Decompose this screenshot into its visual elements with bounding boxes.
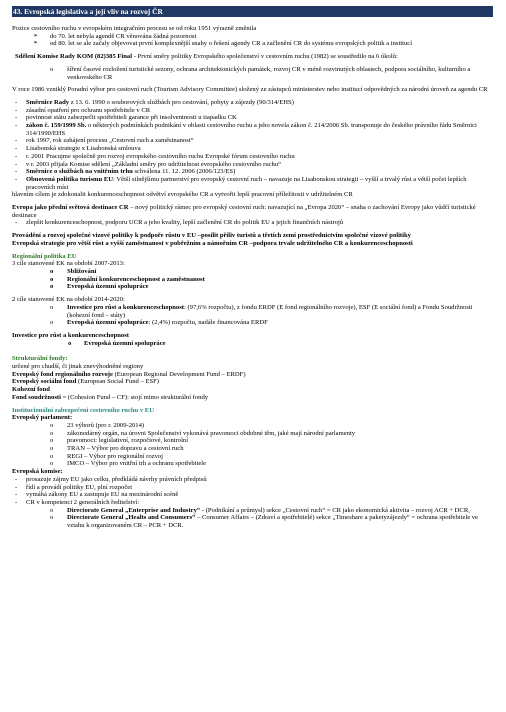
list-item — [12, 507, 496, 515]
list-item: - rok 1997, rok zahájení procesu „Cestovní ruch a zaměstnanost“ — [12, 137, 496, 145]
goals-2007-list — [12, 268, 496, 291]
regional-heading: Regionální politika EU — [12, 252, 77, 260]
item-text: z 13. 6. 1990 o souborových službách pro cestování, pobyty a zájezdy (90/314/EHS) — [69, 98, 294, 106]
item-bold: Směrnice Rady — [26, 98, 70, 106]
item-text: o některých podmínkách podnikání v oblasti cestovního ruchu a jeho novela zákon č. 214/2006 Sb. transponuje do českého právního řádu Směrnici 314/1990/EHS — [26, 122, 477, 137]
list-item: - zásadní opatření pro ochranu spotřebitele v CR — [12, 107, 496, 115]
structural-item — [12, 394, 496, 402]
list-item: o Evropská územní spolupráce — [12, 340, 496, 348]
item-bold: Kohezní fond — [12, 386, 50, 394]
kom-list — [12, 66, 496, 81]
list-item — [12, 176, 496, 191]
institutional-heading: Institucionální zabezpečení cestovního ruchu v EU — [12, 406, 154, 414]
list-item — [12, 304, 496, 319]
list-item: - prosazuje zájmy EU jako celku, předkládá návrhy právních předpisů — [12, 476, 496, 484]
visa-policy: Provádění a rozvoj společné vizové politiky k podpoře růstu v EU –posílit příliv turistů a třetích zemí prostřednictvím společné vizové politiky — [12, 232, 411, 240]
coastal-strategy: Evropská strategie pro větší růst a vyšší zaměstnanost v pobřežním a námořním CR –podpora trvale udržitelného CR a konkurenceschopnosti — [12, 239, 413, 247]
list-item: ➢ do 70. let nebyla agendě CR věnována žádná pozornost — [12, 33, 496, 41]
item-bold: zákon č. 159/1999 Sb. — [26, 122, 87, 130]
list-item: - řídí a provádí politiky EU, plní rozpočet — [12, 484, 496, 492]
list-item: - r. 2001 Pracujme společně pro rozvoj evropského cestovního ruchu Evropské fórum cestovního ruchu — [12, 153, 496, 161]
list-item — [12, 319, 496, 327]
item-text: (European Social Fund – ESF) — [76, 378, 159, 386]
list-item: o 23 výborů (pro r. 2009-2014) — [12, 422, 496, 430]
item-bold: Směrnice o službách na vnitřním trhu — [26, 168, 133, 176]
list-item — [12, 99, 496, 122]
kom-lead: Sdělení Komise Rady KOM (82)385 Final — [15, 53, 133, 61]
parliament-list — [12, 422, 496, 468]
item-text: : Větší silnějšímu partnerství pro evropský cestovní ruch – navazuje na Lisabonskou strategii – vyšší a trvalý růst a větší počet lepších pracovních míst — [26, 175, 467, 191]
item-bold: Directorate General „Enterprise and Industry“ — [67, 506, 201, 514]
europe-lead: Evropa jako přední světová destinace CR — [12, 204, 129, 212]
structural-item — [12, 386, 496, 394]
list-item: o Evropská územní spolupráce — [12, 283, 496, 291]
item-text: - (Podnikání a průmysl) sekce „Cestovní ruch“ = CR jako ekonomická aktivita – rozvoj ACR + DCR, — [200, 506, 470, 514]
list-item: o Sbližování — [12, 268, 496, 276]
commission-sub-list — [12, 507, 496, 530]
intro-list — [12, 33, 496, 48]
advisory-text: V roce 1986 vzniklý Poradní výbor pro cestovní ruch (Tourism Advisory Committee) složený ze zástupců ministerstev nebo institucí odpovědných za národní úroveň za agendu CR — [12, 86, 488, 94]
europe-paragraph — [12, 204, 496, 219]
item-text: : (97,6% rozpočtu), z fondu ERDF (E fond regionálního rozvoje), ESF (E sociální fond) a Fondu Soudržnosti (kohezní fond – státy) — [67, 303, 473, 319]
item-bold: Evropský sociální fond — [12, 378, 77, 386]
list-item: o Regionální konkurenceschopnost a zaměstnanost — [12, 276, 496, 284]
list-item: - v r. 2003 přijala Komise sdělení „Základní směry pro udržitelnost evropského cestovního ruchu“ — [12, 161, 496, 169]
investice-heading: Investice pro růst a konkurenceschopnost — [12, 331, 129, 339]
list-item: - vymáhá zákony EU a zastupuje EU na mezinárodní scéně — [12, 491, 496, 499]
item-text: = (Cohesion Fund – CF): stojí mimo strukturální fondy — [60, 393, 209, 401]
europe-text: – nový politický rámec pro evropský cestovní ruch: navazující na „Evropa 2020“ – snaha o zachování Evropy jako vůdčí turistické destinace — [12, 204, 476, 219]
list-item: o TRAN – Výbor pro dopravu a cestovní ruch — [12, 445, 496, 453]
structural-heading: Strukturální fondy: — [12, 355, 68, 363]
item-text: schválena 11. 12. 2006 (2006/123/ES) — [132, 168, 236, 176]
main-goal: hlavním cílem je zdokonalit konkurenceschopnost odvětví evropského CR a vytvořit lepší pracovní příležitosti v udržitelném CR — [12, 191, 353, 199]
investice-list — [12, 340, 496, 348]
list-item — [12, 122, 496, 137]
commission-list — [12, 476, 496, 507]
structural-item — [12, 371, 496, 379]
item-text: (European Regional Development Fund – ERDF) — [112, 370, 246, 378]
item-text: – Consumer Affairs – (Zdraví a spotřebitelé) sekce „Timeshare a paketyzájezdy“ = ochrana spotřebitele ve vztahu k organizovaném CR – PCR + DCR. — [67, 514, 479, 530]
document-page — [12, 6, 496, 530]
list-item: - Lisabonská strategie x Lisabonská smlouva — [12, 145, 496, 153]
structural-item — [12, 378, 496, 386]
goals-2014-intro: 2 cíle stanovené EK na období 2014-2020: — [12, 296, 125, 304]
legislation-list — [12, 99, 496, 191]
goals-2014-list — [12, 304, 496, 327]
intro-text: Pozice cestovního ruchu v evropském integračním procesu se od roku 1951 výrazně změnila — [12, 25, 257, 32]
item-text: : (2,4%) rozpočtu, nadále financována ERDF — [148, 319, 268, 327]
list-item: o IMCO – Výbor pro vnitřní trh a ochranu spotřebitele — [12, 460, 496, 468]
item-bold: Investice pro růst a konkurenceschopnost — [67, 303, 184, 311]
commission-heading: Evropská komise: — [12, 468, 63, 476]
list-item: o REGI – Výbor pro regionální rozvoj — [12, 453, 496, 461]
list-item: ➢ od 80. let se ale začaly objevovat první komplexnější snahy o řešení agendy CR a začlenění CR do systému evropských politik a institucí — [12, 40, 496, 48]
page-title: 43. Evropská legislativa a její vliv na rozvoj ČR — [12, 6, 493, 17]
list-item: - CR v kompetenci 2 generálních ředitelství: — [12, 499, 496, 507]
structural-intro: určené pro chudší, či jinak znevýhodněné regiony — [12, 363, 144, 371]
europe-list — [12, 219, 496, 227]
item-bold: Evropský fond regionálního rozvoje — [12, 370, 113, 378]
item-bold: Directorate General „Healts and Consumers“ — [67, 514, 196, 522]
item-bold: Evropská územní spolupráce — [67, 319, 149, 327]
kom-text: - První směry politiky Evropského společenství v cestovním ruchu (1982) se soustředilo na 6 úkolů: — [132, 53, 398, 61]
list-item: o pravomoci: legislativní, rozpočtové, kontrolní — [12, 437, 496, 445]
list-item — [12, 514, 496, 529]
list-item: - povinnost státu zabezpečit spotřebiteli garance při insolventnosti u tiapadku CK — [12, 114, 496, 122]
item-bold: Obnovená politika turismu EU — [26, 175, 114, 183]
parliament-heading: Evropský parlament: — [12, 414, 73, 422]
goals-2007-intro: 3 cíle stanovené EK na období 2007-2013: — [12, 260, 125, 268]
list-item: o šíření časové rozložení turistické sezony, ochrana architektonických památek, rozvoj CR v méně rozvinutých oblastech, podpora sociálního, kulturního a venkovského CR — [12, 66, 496, 81]
item-bold: Fond soudržnosti — [12, 393, 61, 401]
list-item — [12, 168, 496, 176]
list-item: - zlepšit konkurenceschopnost, podporu UCR a jeho kvality, lepší začlenění CR do politik EU a jejich finančních nástrojů — [12, 219, 496, 227]
kom-paragraph — [12, 53, 496, 61]
sub-list — [12, 107, 496, 122]
list-item: o zákonodárný orgán, na úrovni Společenství vykonává pravomoci obdobné těm, jaké mají národní parlamenty — [12, 430, 496, 438]
